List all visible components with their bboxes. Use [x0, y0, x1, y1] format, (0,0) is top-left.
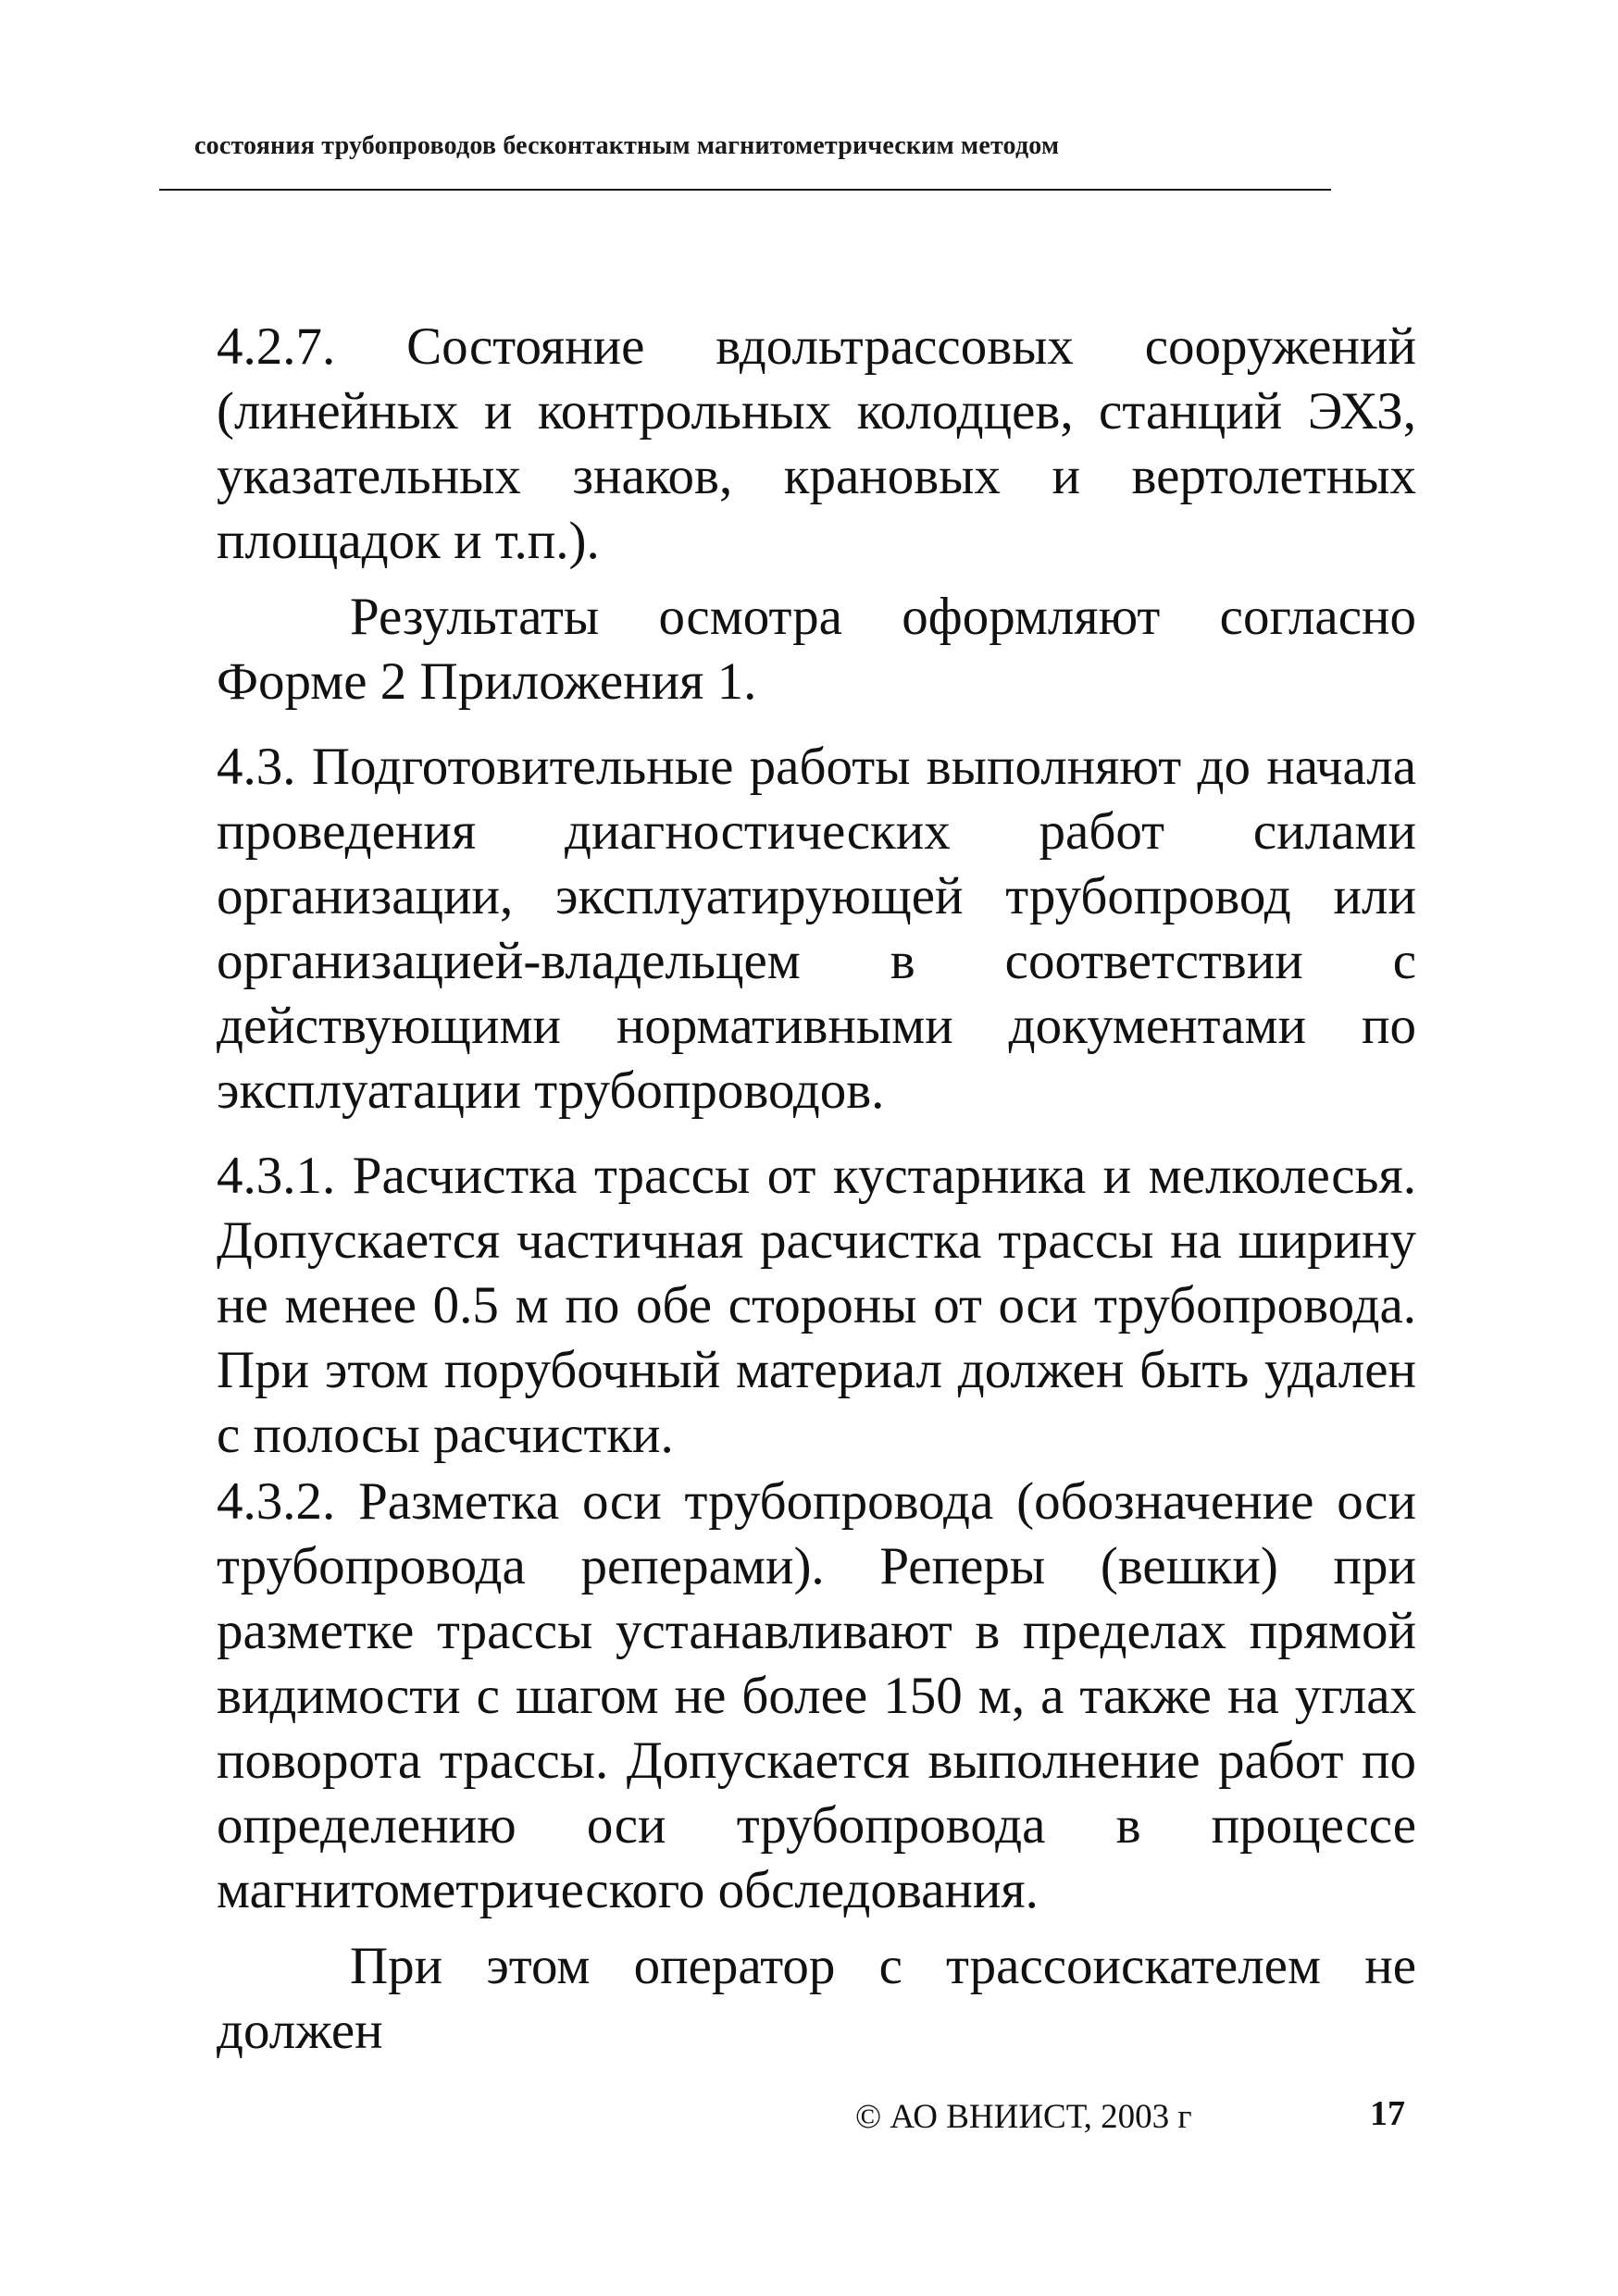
page-number: 17	[1370, 2094, 1405, 2133]
paragraph-4-3-2: 4.3.2. Разметка оси трубопровода (обозначение оси трубопровода реперами). Реперы (вешки) при разметке трассы устанавливают в пределах прямой видимости с шагом не более 150 м, а также на углах поворота трассы. Допускается выполнение работ по определению оси трубопровода в процессе магнитометрического обследования.	[217, 1472, 1416, 1919]
running-header: состояния трубопроводов бесконтактным магнитометрическим методом	[194, 131, 1060, 160]
footer-copyright: © АО ВНИИСТ, 2003 г	[855, 2098, 1192, 2136]
paragraph-inspection-results: Результаты осмотра оформляют согласно Форме 2 Приложения 1.	[217, 588, 1416, 711]
header-divider	[159, 189, 1331, 191]
paragraph-operator: При этом оператор с трассоискателем не должен	[217, 1937, 1416, 2060]
paragraph-4-3: 4.3. Подготовительные работы выполняют до начала проведения диагностических работ силами организации, эксплуатирующей трубопровод или организацией-владельцем в соответствии с действующими нормативными документами по эксплуатации трубопроводов.	[217, 738, 1416, 1120]
paragraph-4-3-1: 4.3.1. Расчистка трассы от кустарника и мелколесья. Допускается частичная расчистка трассы на ширину не менее 0.5 м по обе стороны от оси трубопровода. При этом порубочный материал должен быть удален с полосы расчистки.	[217, 1147, 1416, 1464]
document-body	[217, 315, 1416, 2064]
paragraph-4-2-7: 4.2.7. Состояние вдольтрассовых сооружений (линейных и контрольных колодцев, станций ЭХЗ, указательных знаков, крановых и вертолетных площадок и т.п.).	[217, 317, 1416, 570]
